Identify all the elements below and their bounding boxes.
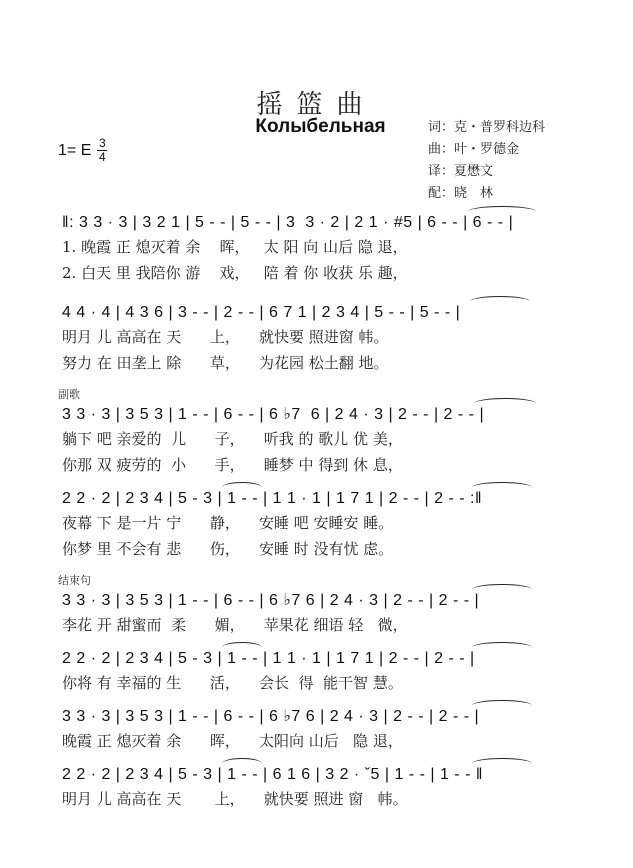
notation-line: 3 3 · 3 | 3 5 3 | 1 - - | 6 - - | 6 ♭7 6 | 2 4 · 3 | 2 - - | 2 - - | [62, 406, 485, 423]
notation-line: ‖: 3 3 · 3 | 3 2 1 | 5 - - | 5 - - | 3 3 · 2 | 2 1 · #5 | 6 - - | 6 - - | [62, 214, 514, 231]
lyric-verse-1: 1. 晚霞 正 熄灭着 余 晖， 太 阳 向 山后 隐 退， [62, 238, 408, 256]
score-system-6 [62, 648, 582, 696]
score-system-8 [62, 764, 582, 812]
notation-line: 3 3 · 3 | 3 5 3 | 1 - - | 6 - - | 6 ♭7 6 | 2 4 · 3 | 2 - - | 2 - - | [62, 708, 480, 725]
slur-mark [222, 642, 262, 653]
lyric-verse-2: 你梦 里 不会有 悲 伤， 安睡 时 没有忧 虑。 [62, 540, 394, 558]
lyric-verse-1: 你将 有 幸福的 生 活， 会长 得 能干智 慧。 [62, 674, 403, 692]
score-system-7 [62, 706, 582, 754]
lyric-verse-1: 明月 儿 高高在 天 上， 就快要 照进 窗 帏。 [62, 790, 408, 808]
lyric-verse-1: 晚霞 正 熄灭着 余 晖， 太阳向 山后 隐 退， [62, 732, 403, 750]
lyric-verse-2: 2. 白天 里 我陪你 游 戏， 陪 着 你 收获 乐 趣， [62, 264, 408, 282]
notation-line: 3 3 · 3 | 3 5 3 | 1 - - | 6 - - | 6 ♭7 6 | 2 4 · 3 | 2 - - | 2 - - | [62, 592, 480, 609]
time-signature-top: 3 [99, 136, 106, 150]
lyric-verse-2: 努力 在 田垄上 除 草， 为花园 松土翻 地。 [62, 354, 389, 372]
slur-mark [468, 206, 536, 217]
section-label-chorus: 副歌 [58, 388, 80, 401]
slur-mark [472, 482, 532, 493]
lyric-verse-1: 明月 儿 高高在 天 上， 就快要 照进窗 帏。 [62, 328, 389, 346]
song-title-chinese: 摇篮曲 [256, 90, 377, 120]
credit-lyricist: 词：克・普罗科边科 [428, 120, 546, 135]
lyric-verse-2: 你那 双 疲劳的 小 手， 睡梦 中 得到 休 息， [62, 456, 403, 474]
notation-line: 2 2 · 2 | 2 3 4 | 5 - 3 | 1 - - | 1 1 · 1 | 1 7 1 | 2 - - | 2 - - :‖ [62, 490, 483, 507]
time-signature-bottom: 4 [99, 150, 106, 164]
notation-line: 2 2 · 2 | 2 3 4 | 5 - 3 | 1 - - | 6 1 6 | 3 2 · ˇ5 | 1 - - | 1 - - ‖ [62, 766, 483, 783]
score-system-4 [62, 488, 582, 562]
song-title-russian: Колыбельная [255, 116, 386, 137]
slur-mark [222, 758, 262, 769]
credits-block [428, 117, 545, 205]
time-signature [97, 138, 107, 163]
credit-composer: 曲：叶・罗德金 [428, 142, 520, 157]
slur-mark [472, 700, 532, 711]
section-label-ending: 结束句 [58, 574, 91, 587]
score-system-2 [62, 302, 582, 376]
slur-mark [472, 584, 532, 595]
notation-line: 2 2 · 2 | 2 3 4 | 5 - 3 | 1 - - | 1 1 · 1 | 1 7 1 | 2 - - | 2 - - | [62, 650, 475, 667]
slur-mark [222, 482, 262, 493]
notation-line: 4 4 · 4 | 4 3 6 | 3 - - | 2 - - | 6 7 1 | 2 3 4 | 5 - - | 5 - - | [62, 304, 461, 321]
score-system-5 [62, 590, 582, 638]
credit-translator: 译：夏懋文 [428, 164, 494, 179]
score-system-3 [62, 404, 582, 478]
slur-mark [474, 398, 536, 409]
slur-mark [470, 296, 530, 307]
score-system-1 [62, 212, 582, 286]
credit-arranger: 配：晓 林 [428, 186, 494, 201]
lyric-verse-1: 李花 开 甜蜜而 柔 媚， 苹果花 细语 轻 微， [62, 616, 408, 634]
slur-mark [472, 642, 532, 653]
slur-mark [472, 758, 532, 769]
key-signature [58, 138, 107, 163]
lyric-verse-1: 躺下 吧 亲爱的 儿 子， 听我 的 歌儿 优 美， [62, 430, 403, 448]
key-label: 1= E [58, 141, 92, 159]
lyric-verse-1: 夜幕 下 是一片 宁 静， 安睡 吧 安睡安 睡。 [62, 514, 394, 532]
